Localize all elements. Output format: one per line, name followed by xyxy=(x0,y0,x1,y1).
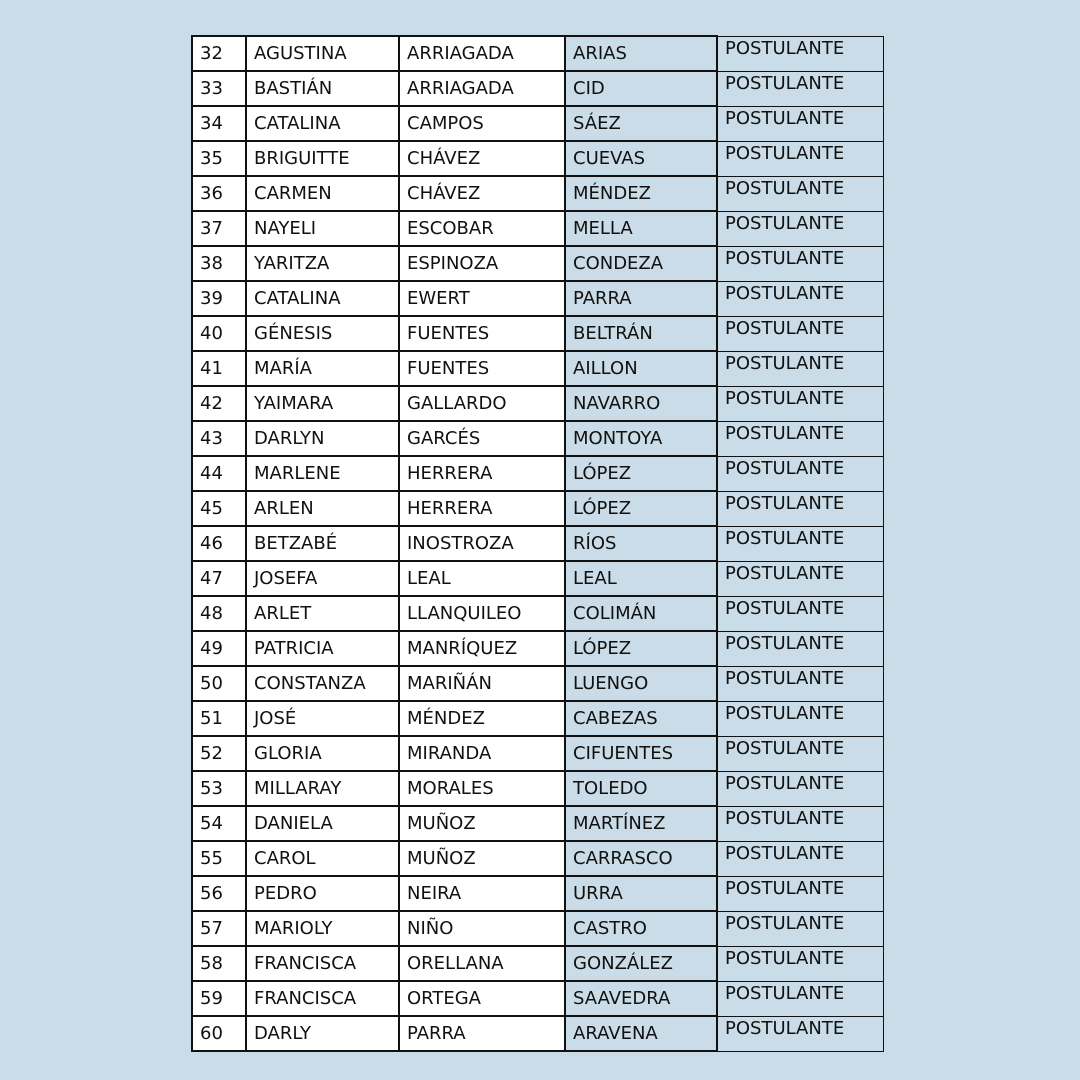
row-number: 41 xyxy=(192,351,246,386)
table-row xyxy=(192,946,883,981)
first-name-cell: CAROL xyxy=(246,841,399,876)
paternal-surname-cell: ORELLANA xyxy=(399,946,565,981)
row-number: 47 xyxy=(192,561,246,596)
first-name-cell: BASTIÁN xyxy=(246,71,399,106)
table-row xyxy=(192,596,883,631)
status-cell: POSTULANTE xyxy=(717,176,883,211)
paternal-surname-cell: ESCOBAR xyxy=(399,211,565,246)
row-number: 53 xyxy=(192,771,246,806)
paternal-surname-cell: FUENTES xyxy=(399,351,565,386)
row-number: 57 xyxy=(192,911,246,946)
maternal-surname-cell: LEAL xyxy=(565,561,717,596)
status-cell: POSTULANTE xyxy=(717,981,883,1016)
table-row xyxy=(192,386,883,421)
status-cell: POSTULANTE xyxy=(717,211,883,246)
paternal-surname-cell: MIRANDA xyxy=(399,736,565,771)
maternal-surname-cell: BELTRÁN xyxy=(565,316,717,351)
roster-body xyxy=(192,36,883,1051)
status-cell: POSTULANTE xyxy=(717,491,883,526)
row-number: 58 xyxy=(192,946,246,981)
maternal-surname-cell: PARRA xyxy=(565,281,717,316)
table-row xyxy=(192,456,883,491)
first-name-cell: MARIOLY xyxy=(246,911,399,946)
first-name-cell: DARLYN xyxy=(246,421,399,456)
first-name-cell: ARLET xyxy=(246,596,399,631)
paternal-surname-cell: FUENTES xyxy=(399,316,565,351)
table-row xyxy=(192,666,883,701)
maternal-surname-cell: AILLON xyxy=(565,351,717,386)
row-number: 45 xyxy=(192,491,246,526)
maternal-surname-cell: SÁEZ xyxy=(565,106,717,141)
first-name-cell: PATRICIA xyxy=(246,631,399,666)
paternal-surname-cell: ESPINOZA xyxy=(399,246,565,281)
row-number: 37 xyxy=(192,211,246,246)
first-name-cell: BETZABÉ xyxy=(246,526,399,561)
row-number: 42 xyxy=(192,386,246,421)
first-name-cell: DARLY xyxy=(246,1016,399,1051)
row-number: 39 xyxy=(192,281,246,316)
paternal-surname-cell: PARRA xyxy=(399,1016,565,1051)
row-number: 54 xyxy=(192,806,246,841)
maternal-surname-cell: CUEVAS xyxy=(565,141,717,176)
row-number: 33 xyxy=(192,71,246,106)
table-row xyxy=(192,421,883,456)
first-name-cell: YARITZA xyxy=(246,246,399,281)
maternal-surname-cell: CARRASCO xyxy=(565,841,717,876)
row-number: 36 xyxy=(192,176,246,211)
first-name-cell: MARÍA xyxy=(246,351,399,386)
paternal-surname-cell: MÉNDEZ xyxy=(399,701,565,736)
maternal-surname-cell: URRA xyxy=(565,876,717,911)
table-row xyxy=(192,631,883,666)
table-row xyxy=(192,141,883,176)
first-name-cell: MILLARAY xyxy=(246,771,399,806)
paternal-surname-cell: MUÑOZ xyxy=(399,841,565,876)
status-cell: POSTULANTE xyxy=(717,386,883,421)
table-row xyxy=(192,316,883,351)
row-number: 34 xyxy=(192,106,246,141)
paternal-surname-cell: ARRIAGADA xyxy=(399,36,565,71)
roster-table xyxy=(191,35,884,1052)
row-number: 56 xyxy=(192,876,246,911)
maternal-surname-cell: RÍOS xyxy=(565,526,717,561)
row-number: 59 xyxy=(192,981,246,1016)
status-cell: POSTULANTE xyxy=(717,1016,883,1051)
maternal-surname-cell: ARAVENA xyxy=(565,1016,717,1051)
first-name-cell: CONSTANZA xyxy=(246,666,399,701)
paternal-surname-cell: EWERT xyxy=(399,281,565,316)
maternal-surname-cell: SAAVEDRA xyxy=(565,981,717,1016)
paternal-surname-cell: MUÑOZ xyxy=(399,806,565,841)
paternal-surname-cell: MANRÍQUEZ xyxy=(399,631,565,666)
status-cell: POSTULANTE xyxy=(717,351,883,386)
status-cell: POSTULANTE xyxy=(717,561,883,596)
paternal-surname-cell: LLANQUILEO xyxy=(399,596,565,631)
row-number: 46 xyxy=(192,526,246,561)
row-number: 32 xyxy=(192,36,246,71)
first-name-cell: ARLEN xyxy=(246,491,399,526)
status-cell: POSTULANTE xyxy=(717,631,883,666)
table-row xyxy=(192,701,883,736)
paternal-surname-cell: NIÑO xyxy=(399,911,565,946)
first-name-cell: AGUSTINA xyxy=(246,36,399,71)
table-row xyxy=(192,246,883,281)
paternal-surname-cell: ORTEGA xyxy=(399,981,565,1016)
paternal-surname-cell: GARCÉS xyxy=(399,421,565,456)
row-number: 40 xyxy=(192,316,246,351)
maternal-surname-cell: MARTÍNEZ xyxy=(565,806,717,841)
status-cell: POSTULANTE xyxy=(717,456,883,491)
paternal-surname-cell: CHÁVEZ xyxy=(399,176,565,211)
paternal-surname-cell: NEIRA xyxy=(399,876,565,911)
status-cell: POSTULANTE xyxy=(717,666,883,701)
maternal-surname-cell: LÓPEZ xyxy=(565,491,717,526)
row-number: 44 xyxy=(192,456,246,491)
status-cell: POSTULANTE xyxy=(717,526,883,561)
first-name-cell: JOSEFA xyxy=(246,561,399,596)
first-name-cell: PEDRO xyxy=(246,876,399,911)
maternal-surname-cell: NAVARRO xyxy=(565,386,717,421)
row-number: 49 xyxy=(192,631,246,666)
table-row xyxy=(192,351,883,386)
status-cell: POSTULANTE xyxy=(717,141,883,176)
status-cell: POSTULANTE xyxy=(717,806,883,841)
maternal-surname-cell: LÓPEZ xyxy=(565,631,717,666)
paternal-surname-cell: CHÁVEZ xyxy=(399,141,565,176)
maternal-surname-cell: MÉNDEZ xyxy=(565,176,717,211)
maternal-surname-cell: LÓPEZ xyxy=(565,456,717,491)
paternal-surname-cell: HERRERA xyxy=(399,491,565,526)
first-name-cell: MARLENE xyxy=(246,456,399,491)
first-name-cell: CATALINA xyxy=(246,106,399,141)
first-name-cell: CARMEN xyxy=(246,176,399,211)
table-row xyxy=(192,106,883,141)
status-cell: POSTULANTE xyxy=(717,71,883,106)
status-cell: POSTULANTE xyxy=(717,771,883,806)
maternal-surname-cell: CIFUENTES xyxy=(565,736,717,771)
paternal-surname-cell: ARRIAGADA xyxy=(399,71,565,106)
status-cell: POSTULANTE xyxy=(717,841,883,876)
row-number: 60 xyxy=(192,1016,246,1051)
table-row xyxy=(192,36,883,71)
status-cell: POSTULANTE xyxy=(717,316,883,351)
row-number: 43 xyxy=(192,421,246,456)
first-name-cell: JOSÉ xyxy=(246,701,399,736)
status-cell: POSTULANTE xyxy=(717,876,883,911)
status-cell: POSTULANTE xyxy=(717,911,883,946)
status-cell: POSTULANTE xyxy=(717,701,883,736)
table-row xyxy=(192,736,883,771)
row-number: 48 xyxy=(192,596,246,631)
table-row xyxy=(192,911,883,946)
row-number: 50 xyxy=(192,666,246,701)
first-name-cell: NAYELI xyxy=(246,211,399,246)
status-cell: POSTULANTE xyxy=(717,246,883,281)
paternal-surname-cell: MORALES xyxy=(399,771,565,806)
first-name-cell: CATALINA xyxy=(246,281,399,316)
status-cell: POSTULANTE xyxy=(717,421,883,456)
row-number: 55 xyxy=(192,841,246,876)
row-number: 35 xyxy=(192,141,246,176)
maternal-surname-cell: ARIAS xyxy=(565,36,717,71)
status-cell: POSTULANTE xyxy=(717,946,883,981)
maternal-surname-cell: MONTOYA xyxy=(565,421,717,456)
table-row xyxy=(192,981,883,1016)
status-cell: POSTULANTE xyxy=(717,36,883,71)
first-name-cell: DANIELA xyxy=(246,806,399,841)
table-row xyxy=(192,806,883,841)
first-name-cell: GÉNESIS xyxy=(246,316,399,351)
maternal-surname-cell: CID xyxy=(565,71,717,106)
maternal-surname-cell: CONDEZA xyxy=(565,246,717,281)
maternal-surname-cell: CABEZAS xyxy=(565,701,717,736)
maternal-surname-cell: TOLEDO xyxy=(565,771,717,806)
table-row xyxy=(192,491,883,526)
status-cell: POSTULANTE xyxy=(717,281,883,316)
paternal-surname-cell: INOSTROZA xyxy=(399,526,565,561)
first-name-cell: FRANCISCA xyxy=(246,946,399,981)
table-row xyxy=(192,211,883,246)
row-number: 51 xyxy=(192,701,246,736)
table-row xyxy=(192,771,883,806)
first-name-cell: BRIGUITTE xyxy=(246,141,399,176)
table-row xyxy=(192,526,883,561)
table-row xyxy=(192,876,883,911)
first-name-cell: GLORIA xyxy=(246,736,399,771)
table-row xyxy=(192,841,883,876)
status-cell: POSTULANTE xyxy=(717,596,883,631)
maternal-surname-cell: MELLA xyxy=(565,211,717,246)
table-row xyxy=(192,1016,883,1051)
status-cell: POSTULANTE xyxy=(717,106,883,141)
first-name-cell: FRANCISCA xyxy=(246,981,399,1016)
row-number: 38 xyxy=(192,246,246,281)
row-number: 52 xyxy=(192,736,246,771)
table-row xyxy=(192,561,883,596)
maternal-surname-cell: COLIMÁN xyxy=(565,596,717,631)
maternal-surname-cell: GONZÁLEZ xyxy=(565,946,717,981)
paternal-surname-cell: LEAL xyxy=(399,561,565,596)
paternal-surname-cell: GALLARDO xyxy=(399,386,565,421)
maternal-surname-cell: LUENGO xyxy=(565,666,717,701)
maternal-surname-cell: CASTRO xyxy=(565,911,717,946)
table-row xyxy=(192,281,883,316)
paternal-surname-cell: HERRERA xyxy=(399,456,565,491)
status-cell: POSTULANTE xyxy=(717,736,883,771)
table-row xyxy=(192,71,883,106)
paternal-surname-cell: CAMPOS xyxy=(399,106,565,141)
paternal-surname-cell: MARIÑÁN xyxy=(399,666,565,701)
table-row xyxy=(192,176,883,211)
first-name-cell: YAIMARA xyxy=(246,386,399,421)
